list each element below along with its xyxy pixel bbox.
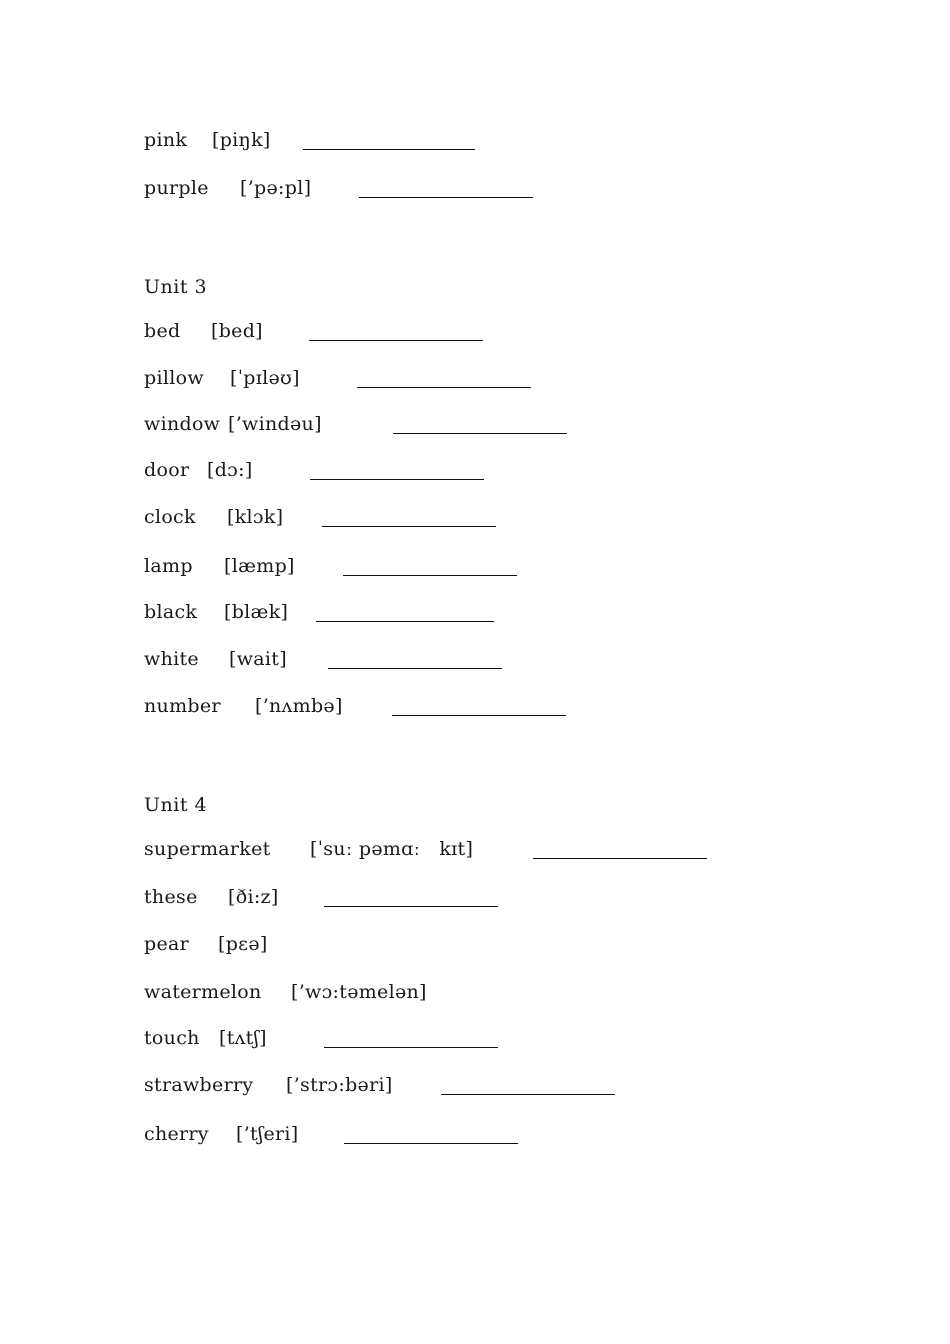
unit-title: Unit 3 (144, 276, 208, 298)
answer-blank[interactable] (357, 387, 531, 388)
vocab-word: pillow (144, 367, 204, 389)
vocab-word: cherry (144, 1123, 209, 1145)
vocab-word: touch (144, 1027, 200, 1049)
answer-blank[interactable] (359, 197, 533, 198)
vocab-row-white (0, 647, 950, 677)
vocab-row-cherry (0, 1122, 950, 1152)
answer-blank[interactable] (324, 906, 498, 907)
vocab-row-pear (0, 932, 950, 962)
vocab-ipa: [blæk] (224, 601, 289, 623)
answer-blank[interactable] (343, 575, 517, 576)
vocab-word: pear (144, 933, 190, 955)
vocab-ipa: [’tʃeri] (236, 1123, 299, 1145)
vocab-word: window (144, 413, 221, 435)
answer-blank[interactable] (393, 433, 567, 434)
vocab-row-these (0, 885, 950, 915)
vocab-row-watermelon (0, 980, 950, 1010)
vocab-word: door (144, 459, 190, 481)
vocab-ipa: [tʌtʃ] (219, 1027, 267, 1049)
answer-blank[interactable] (309, 340, 483, 341)
vocab-row-pillow (0, 366, 950, 396)
vocab-ipa: [læmp] (224, 555, 295, 577)
answer-blank[interactable] (441, 1094, 615, 1095)
vocab-row-number (0, 694, 950, 724)
vocab-row-lamp (0, 554, 950, 584)
vocab-word: watermelon (144, 981, 262, 1003)
vocab-word: clock (144, 506, 196, 528)
vocab-row-door (0, 458, 950, 488)
vocab-word: lamp (144, 555, 193, 577)
answer-blank[interactable] (324, 1047, 498, 1048)
vocab-word: black (144, 601, 198, 623)
vocab-row-clock (0, 505, 950, 535)
vocab-row-window (0, 412, 950, 442)
vocab-row-supermarket (0, 837, 950, 867)
vocab-ipa: [klɔk] (227, 506, 284, 528)
answer-blank[interactable] (344, 1143, 518, 1144)
vocab-ipa: [’wɔ:təmelən] (291, 981, 427, 1003)
vocab-word: number (144, 695, 221, 717)
vocab-word: bed (144, 320, 181, 342)
vocab-word: purple (144, 177, 209, 199)
vocab-ipa: [ði:z] (228, 886, 279, 908)
vocab-word: white (144, 648, 199, 670)
vocab-ipa: [dɔ:] (207, 459, 253, 481)
vocab-ipa: [pɛə] (218, 933, 268, 955)
vocab-ipa: [piŋk] (212, 129, 271, 151)
answer-blank[interactable] (316, 621, 494, 622)
vocab-ipa: [bed] (211, 320, 263, 342)
vocab-row-purple (0, 176, 950, 206)
vocab-word: strawberry (144, 1074, 254, 1096)
vocab-word: these (144, 886, 198, 908)
vocab-ipa: [’nʌmbə] (255, 695, 343, 717)
vocab-ipa: [ˈpɪləʊ] (230, 367, 300, 389)
vocab-word: pink (144, 129, 188, 151)
vocab-row-pink (0, 128, 950, 158)
vocab-ipa: [wait] (229, 648, 287, 670)
answer-blank[interactable] (310, 479, 484, 480)
vocab-ipa: [’pə:pl] (240, 177, 312, 199)
vocab-row-black (0, 600, 950, 630)
vocab-row-strawberry (0, 1073, 950, 1103)
answer-blank[interactable] (533, 858, 707, 859)
vocab-ipa: [’strɔ:bəri] (286, 1074, 393, 1096)
vocab-row-touch (0, 1026, 950, 1056)
answer-blank[interactable] (303, 149, 475, 150)
answer-blank[interactable] (328, 668, 502, 669)
answer-blank[interactable] (322, 526, 496, 527)
answer-blank[interactable] (392, 715, 566, 716)
vocab-ipa: [’windəu] (228, 413, 322, 435)
vocab-ipa: [ˈsuː pəmɑː kɪt] (310, 838, 474, 860)
unit-title: Unit 4 (144, 794, 208, 816)
vocab-row-bed (0, 319, 950, 349)
vocab-word: supermarket (144, 838, 271, 860)
